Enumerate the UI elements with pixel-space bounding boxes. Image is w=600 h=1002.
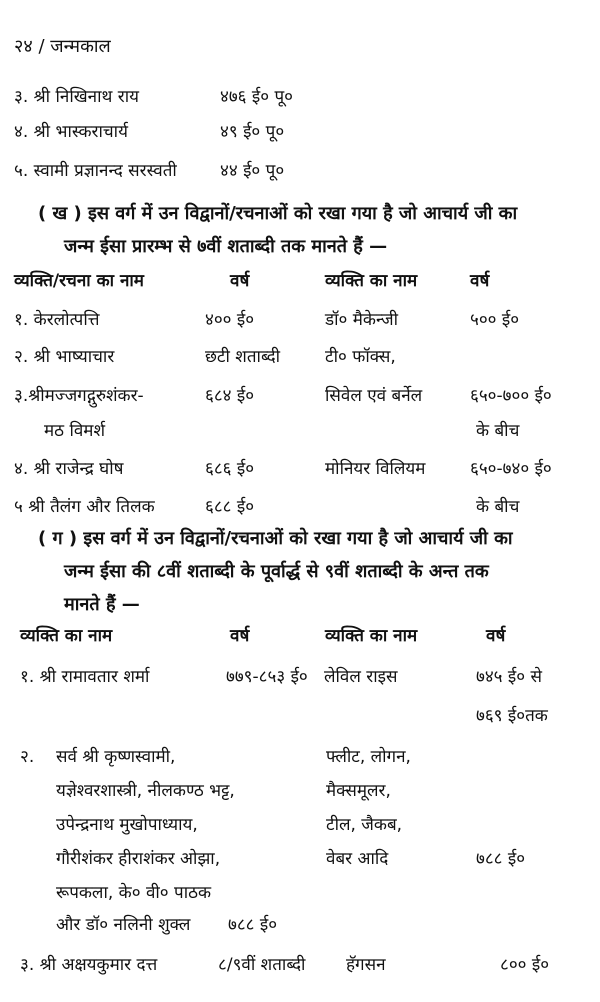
table-cell: ५ श्री तैलंग और तिलक <box>14 497 155 517</box>
table-cell: ३. श्री अक्षयकुमार दत्त <box>20 955 158 975</box>
table-cell: २. श्री भाष्याचार <box>14 347 115 367</box>
table-cell: लेविल राइस <box>324 667 398 687</box>
table-cell: के बीच <box>476 497 520 517</box>
list-item: वेबर आदि <box>326 849 389 869</box>
column-header: व्यक्ति का नाम <box>325 626 418 646</box>
list-item: सर्व श्री कृष्णस्वामी, <box>56 747 176 767</box>
table-cell: ४०० ई० <box>205 310 255 330</box>
list-item: मैक्समूलर, <box>326 781 391 801</box>
section-c-intro <box>38 522 586 621</box>
table-cell: सिवेल एवं बर्नेल <box>325 386 423 406</box>
list-item-year: ४४ ई० पू० <box>220 161 285 181</box>
list-item-year: ४९ ई० पू० <box>220 122 285 142</box>
running-head: २४ / जन्मकाल <box>14 36 111 57</box>
table-cell: छटी शताब्दी <box>205 347 281 367</box>
column-header: व्यक्ति का नाम <box>325 271 418 291</box>
table-cell: हॅगसन <box>346 955 386 975</box>
section-b-intro-line: ( ख ) इस वर्ग में उन विद्वानों/रचनाओं को रखा गया है जो आचार्य जी का <box>38 203 518 224</box>
table-cell: के बीच <box>476 421 520 441</box>
section-b-intro <box>38 197 586 263</box>
table-cell: ८०० ई० <box>500 955 550 975</box>
list-item: और डॉ० नलिनी शुक्ल <box>56 915 191 935</box>
list-item: रूपकला, के० वी० पाठक <box>56 883 212 903</box>
section-c-intro-line: मानते हैं — <box>64 594 140 615</box>
table-cell: डॉ० मैकेन्जी <box>325 310 399 330</box>
table-cell: ६५०-७०० ई० <box>470 386 552 406</box>
table-cell: ६५०-७४० ई० <box>470 459 552 479</box>
table-cell: ४. श्री राजेन्द्र घोष <box>14 459 124 479</box>
column-header: वर्ष <box>486 626 506 646</box>
table-cell: ६८४ ई० <box>205 386 255 406</box>
table-cell: ५०० ई० <box>470 310 520 330</box>
column-header: वर्ष <box>470 271 490 291</box>
list-item-name: ४. श्री भास्कराचार्य <box>14 122 128 142</box>
list-item-year: ४७६ ई० पू० <box>220 87 294 107</box>
table-cell: ८/९वीं शताब्दी <box>218 955 306 975</box>
section-c-intro-line: ( ग ) इस वर्ग में उन विद्वानों/रचनाओं को रखा गया है जो आचार्य जी का <box>38 528 513 549</box>
list-item: यज्ञेश्वरशास्त्री, नीलकण्ठ भट्ट, <box>56 781 235 801</box>
table-cell: ७६९ ई०तक <box>476 706 548 726</box>
table-cell: १. श्री रामावतार शर्मा <box>20 667 150 687</box>
table-cell: मोनियर विलियम <box>325 459 426 479</box>
list-item: गौरीशंकर हीराशंकर ओझा, <box>56 849 221 869</box>
list-item-number: २. <box>20 747 35 767</box>
table-cell: मठ विमर्श <box>44 421 106 441</box>
table-cell: ७७९-८५३ ई० <box>226 667 308 687</box>
table-cell: ६८८ ई० <box>205 497 255 517</box>
table-cell: ७४५ ई० से <box>476 667 543 687</box>
table-cell: ६८६ ई० <box>205 459 255 479</box>
list-item-name: ३. श्री निखिनाथ राय <box>14 87 139 107</box>
list-item: उपेन्द्रनाथ मुखोपाध्याय, <box>56 815 198 835</box>
table-cell: ३.श्रीमज्जगद्गुरुशंकर- <box>14 386 144 406</box>
column-header: वर्ष <box>230 626 250 646</box>
table-cell: टी० फॉक्स, <box>325 347 396 367</box>
table-cell: ७८८ ई० <box>228 915 278 935</box>
section-c-intro-line: जन्म ईसा की ८वीं शताब्दी के पूर्वार्द्ध से ९वीं शताब्दी के अन्त तक <box>64 561 489 582</box>
list-item: टील, जैकब, <box>326 815 403 835</box>
table-cell: ७८८ ई० <box>476 849 526 869</box>
column-header: व्यक्ति/रचना का नाम <box>14 271 144 291</box>
table-cell: १. केरलोत्पत्ति <box>14 310 100 330</box>
list-item-name: ५. स्वामी प्रज्ञानन्द सरस्वती <box>14 161 177 181</box>
list-item: फ्लीट, लोगन, <box>326 747 411 767</box>
section-b-intro-line: जन्म ईसा प्रारम्भ से ७वीं शताब्दी तक मानते हैं — <box>64 236 388 257</box>
column-header: वर्ष <box>230 271 250 291</box>
column-header: व्यक्ति का नाम <box>20 626 113 646</box>
